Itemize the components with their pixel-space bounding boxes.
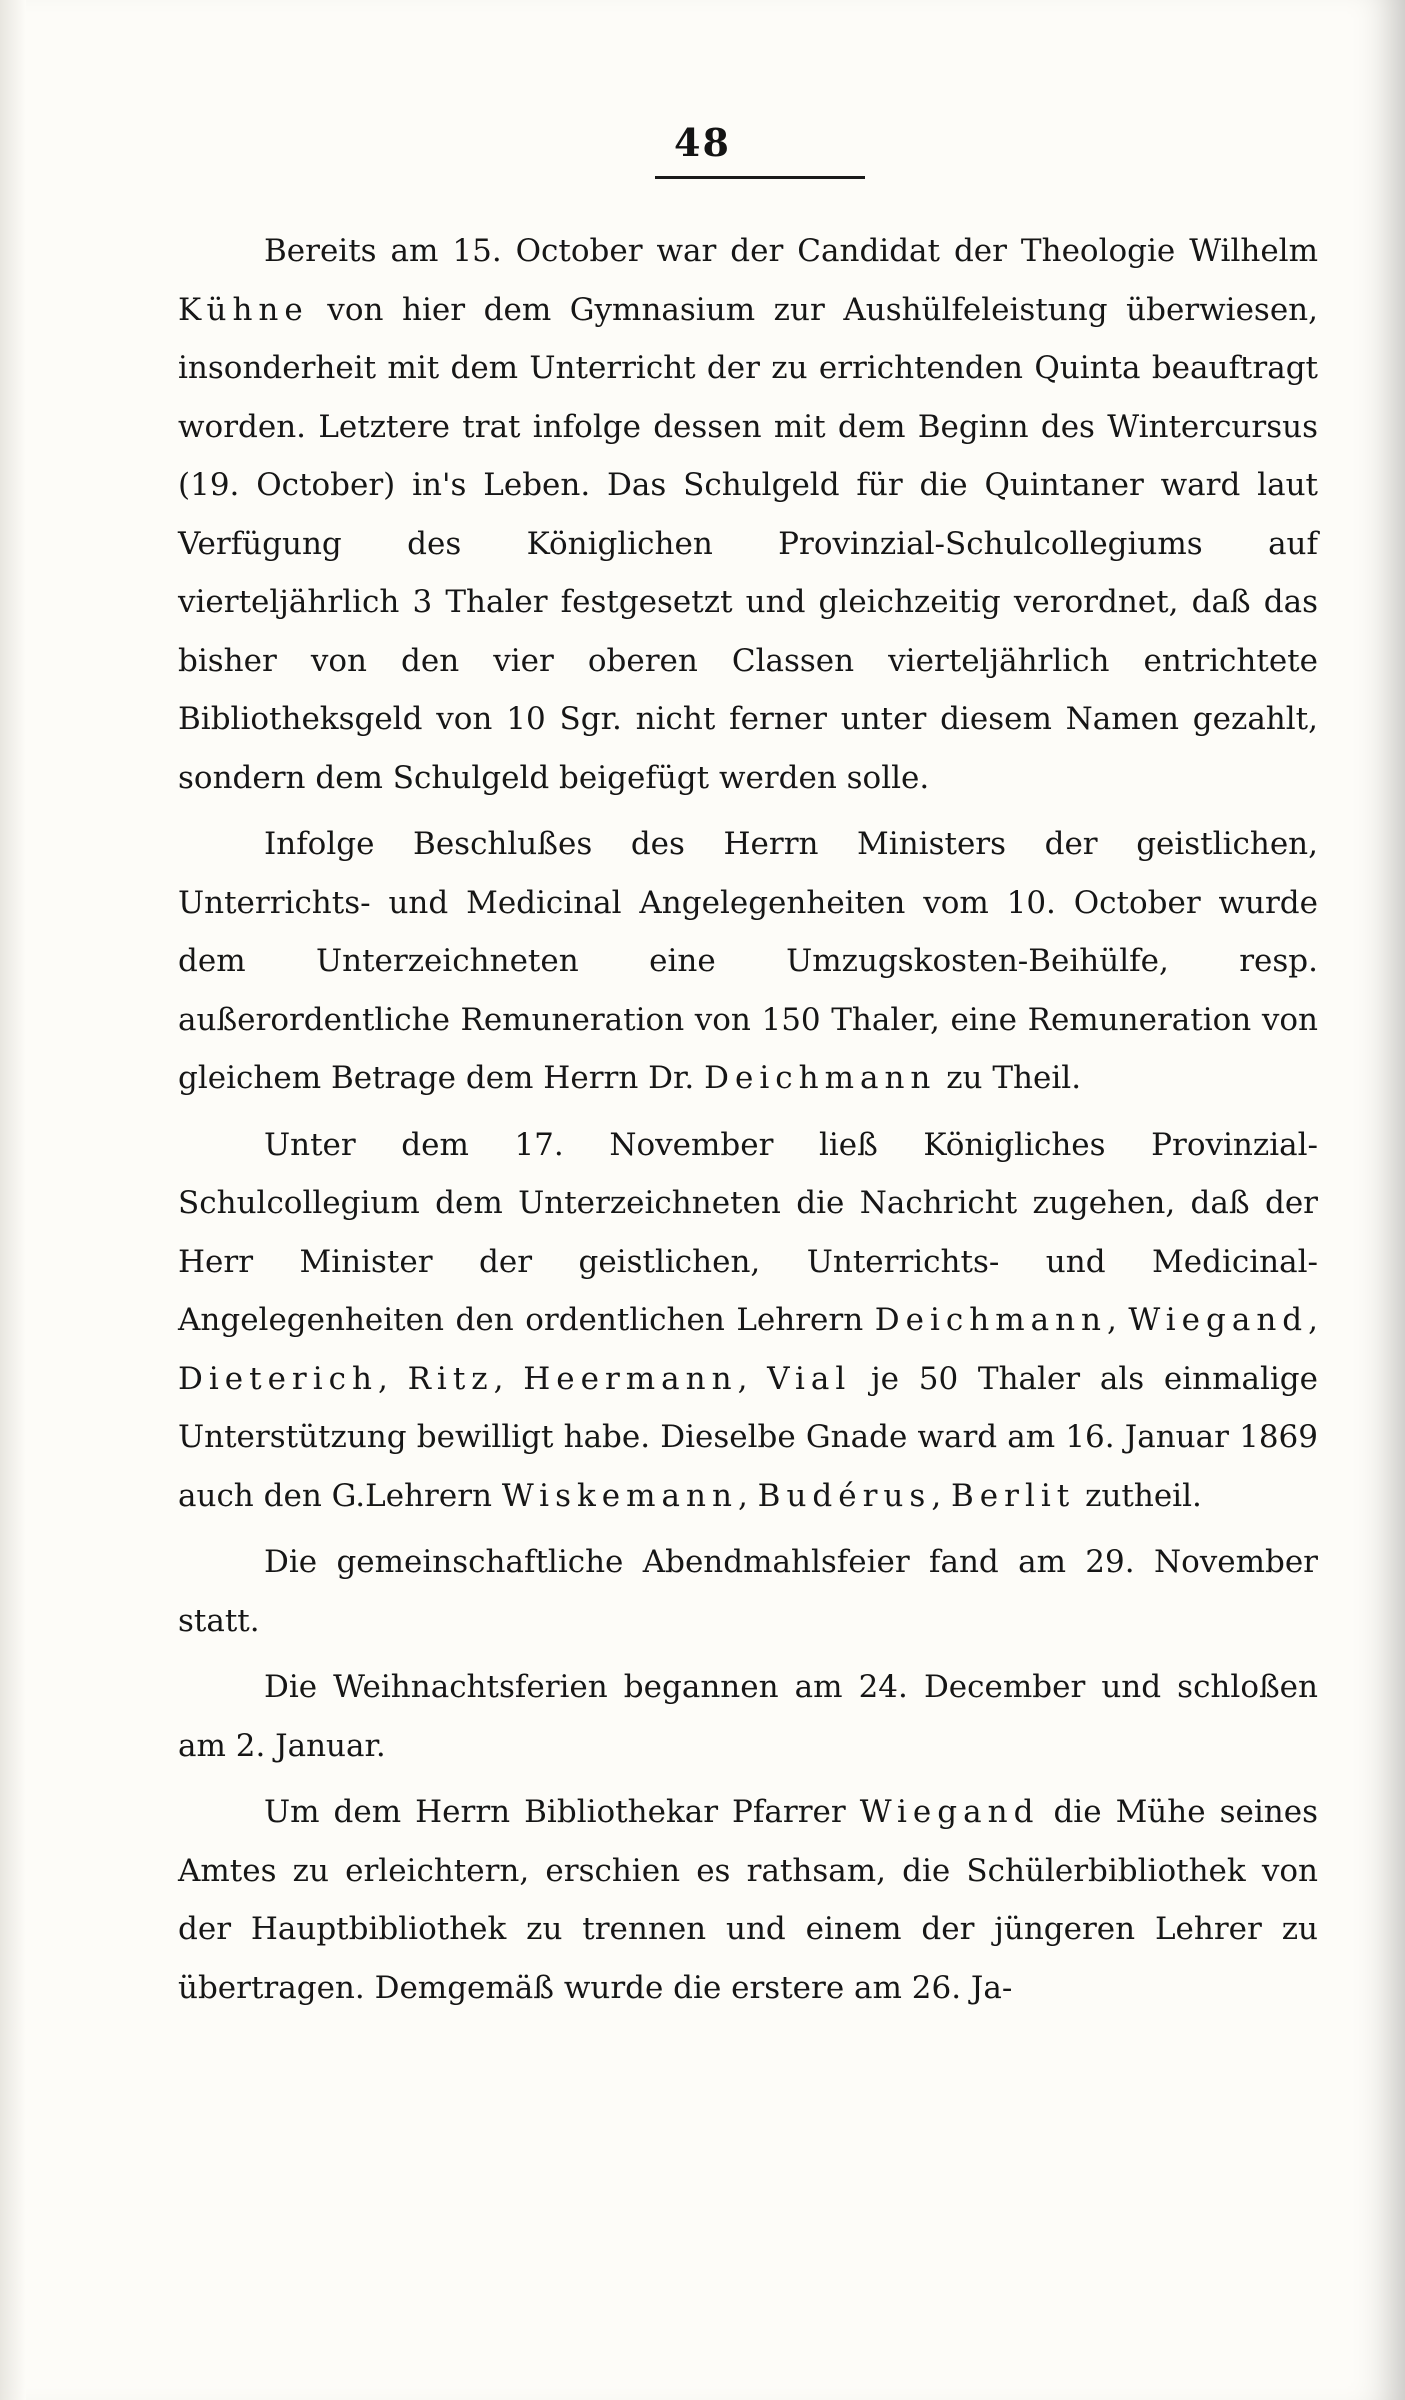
- text-run: die Mühe seines Amtes zu erleichtern, erschien es rathsam, die Schülerbibliothek von der Hauptbibliothek zu trennen und einem der jüngeren Lehrer zu übertragen. Demgemäß wurde die erstere am 26. Ja-: [178, 1794, 1318, 2006]
- paragraph: [178, 1533, 1318, 1650]
- spaced-name: Kühne: [178, 291, 309, 328]
- paragraph: [178, 1658, 1318, 1775]
- spaced-name: Dieterich: [178, 1360, 378, 1397]
- text-run: ,: [737, 1360, 768, 1397]
- spaced-name: Wiskemann: [501, 1477, 738, 1514]
- text-run: Die Weihnachtsferien begannen am 24. December und schloßen am 2. Januar.: [178, 1669, 1318, 1764]
- text-run: ,: [931, 1477, 952, 1514]
- paragraph: [178, 1783, 1318, 2017]
- spaced-name: Deichmann: [704, 1060, 937, 1096]
- text-run: Um dem Herrn Bibliothekar Pfarrer: [264, 1794, 860, 1830]
- header-rule: [655, 176, 865, 179]
- text-run: zu Theil.: [936, 1060, 1082, 1096]
- page-number: 48: [674, 120, 731, 165]
- text-run: ,: [737, 1477, 758, 1514]
- spaced-name: Heermann: [523, 1360, 738, 1397]
- paragraph: [178, 1116, 1318, 1526]
- spaced-name: Berlit: [951, 1477, 1076, 1514]
- text-run: Unter dem 17. November ließ Königliches Provinzial-Schulcollegium dem Unterzeichneten die Nachricht zugehen, daß der Herr Minister der geistlichen, Unterrichts- und Medicinal-Angelegenheiten den ordentlichen Lehrern: [178, 1126, 1318, 1338]
- text-run: ,: [1107, 1302, 1129, 1338]
- text-run: von hier dem Gymnasium zur Aushülfeleistung überwiesen, insonderheit mit dem Unterricht der zu errichtenden Quinta beauftragt worden. Letztere trat infolge dessen mit dem Beginn des Wintercursus (19. October) in's Leben. Das Schulgeld für die Quintaner ward laut Verfügung des Königlichen Provinzial-Schulcollegiums auf vierteljährlich 3 Thaler festgesetzt und gleichzeitig verordnet, daß das bisher von den vier oberen Classen vierteljährlich entrichtete Bibliotheksgeld von 10 Sgr. nicht ferner unter diesem Namen gezahlt, sondern dem Schulgeld beigefügt werden solle.: [178, 291, 1318, 796]
- text-run: Bereits am 15. October war der Candidat der Theologie Wilhelm: [264, 233, 1318, 269]
- text-run: ,: [493, 1360, 524, 1397]
- spaced-name: Budérus: [757, 1477, 932, 1514]
- page-gutter-shadow: [0, 0, 26, 2400]
- text-run: Infolge Beschlußes des Herrn Ministers der geistlichen, Unterrichts- und Medicinal Angelegenheiten vom 10. October wurde dem Unterzeichneten eine Umzugskosten-Beihülfe, resp. außerordentliche Remuneration von 150 Thaler, eine Remuneration von gleichem Betrage dem Herrn Dr.: [178, 826, 1318, 1096]
- spaced-name: Wiegand: [859, 1794, 1040, 1830]
- paragraph: [178, 815, 1318, 1108]
- paragraph: [178, 222, 1318, 807]
- text-run: ,: [377, 1360, 408, 1397]
- spaced-name: Ritz: [407, 1360, 494, 1397]
- text-run: je 50 Thaler als einmalige Unterstützung bewilligt habe. Dieselbe Gnade ward am 16. Januar 1869 auch den G.Lehrern: [178, 1360, 1318, 1514]
- text-run: zutheil.: [1075, 1477, 1202, 1514]
- spaced-name: Deichmann: [874, 1302, 1107, 1338]
- body-text: [178, 222, 1318, 2017]
- spaced-name: Vial: [767, 1360, 852, 1397]
- text-run: ,: [1308, 1302, 1318, 1338]
- text-run: Die gemeinschaftliche Abendmahlsfeier fand am 29. November statt.: [178, 1544, 1318, 1639]
- spaced-name: Wiegand: [1128, 1302, 1309, 1338]
